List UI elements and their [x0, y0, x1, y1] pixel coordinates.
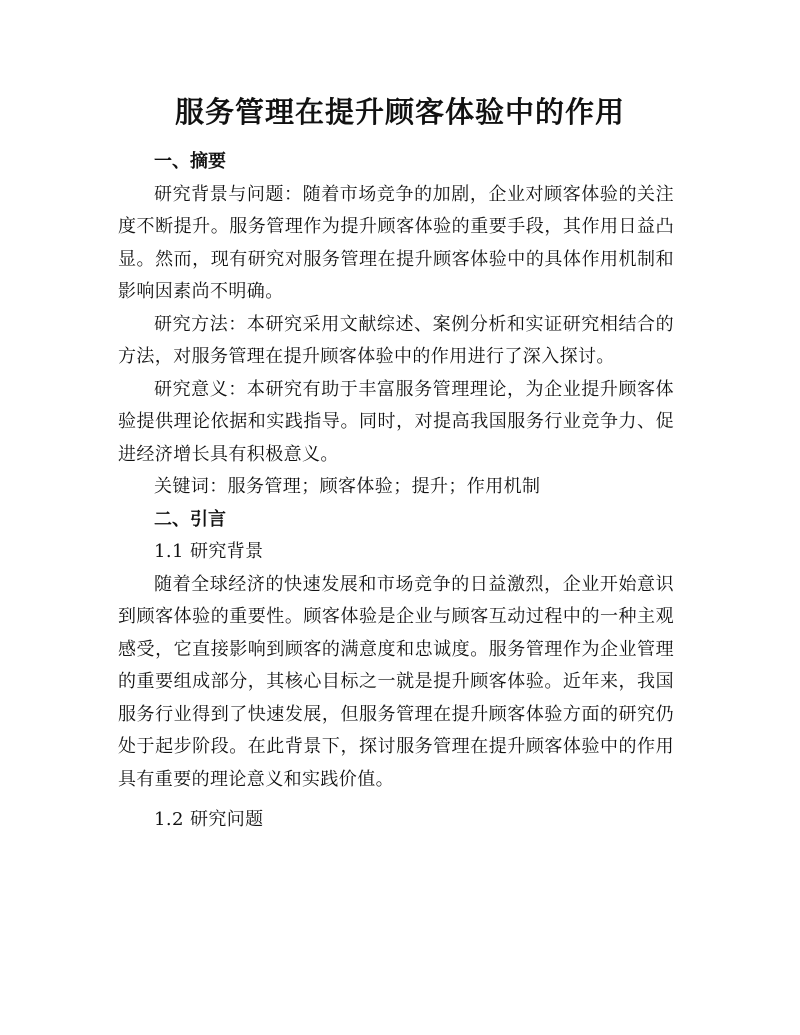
abstract-heading: 一、摘要 — [154, 151, 226, 172]
abstract-significance-paragraph: 研究意义：本研究有助于丰富服务管理理论，为企业提升顾客体验提供理论依据和实践指导。同时，对提高我国服务行业竞争力、促进经济增长具有积极意义。 — [118, 378, 674, 465]
abstract-method-paragraph: 研究方法：本研究采用文献综述、案例分析和实证研究相结合的方法，对服务管理在提升顾客体验中的作用进行了深入探讨。 — [118, 313, 674, 367]
document-body — [118, 146, 674, 837]
subsection-1-2-heading: 1.2 研究问题 — [154, 809, 264, 830]
document-title: 服务管理在提升顾客体验中的作用 — [174, 95, 625, 129]
paragraph-spacer — [118, 796, 674, 804]
introduction-background-paragraph: 随着全球经济的快速发展和市场竞争的日益激烈，企业开始意识到顾客体验的重要性。顾客体验是企业与顾客互动过程中的一种主观感受，它直接影响到顾客的满意度和忠诚度。服务管理作为企业管理的重要组成部分，其核心目标之一就是提升顾客体验。近年来，我国服务行业得到了快速发展，但服务管理在提升顾客体验方面的研究仍处于起步阶段。在此背景下，探讨服务管理在提升顾客体验中的作用具有重要的理论意义和实践价值。 — [118, 573, 674, 790]
keywords-line: 关键词：服务管理；顾客体验；提升；作用机制 — [154, 476, 541, 497]
introduction-heading: 二、引言 — [154, 508, 226, 530]
abstract-background-paragraph: 研究背景与问题：随着市场竞争的加剧，企业对顾客体验的关注度不断提升。服务管理作为提升顾客体验的重要手段，其作用日益凸显。然而，现有研究对服务管理在提升顾客体验中的具体作用机制和影响因素尚不明确。 — [118, 183, 674, 302]
subsection-1-1-heading: 1.1 研究背景 — [154, 541, 264, 562]
